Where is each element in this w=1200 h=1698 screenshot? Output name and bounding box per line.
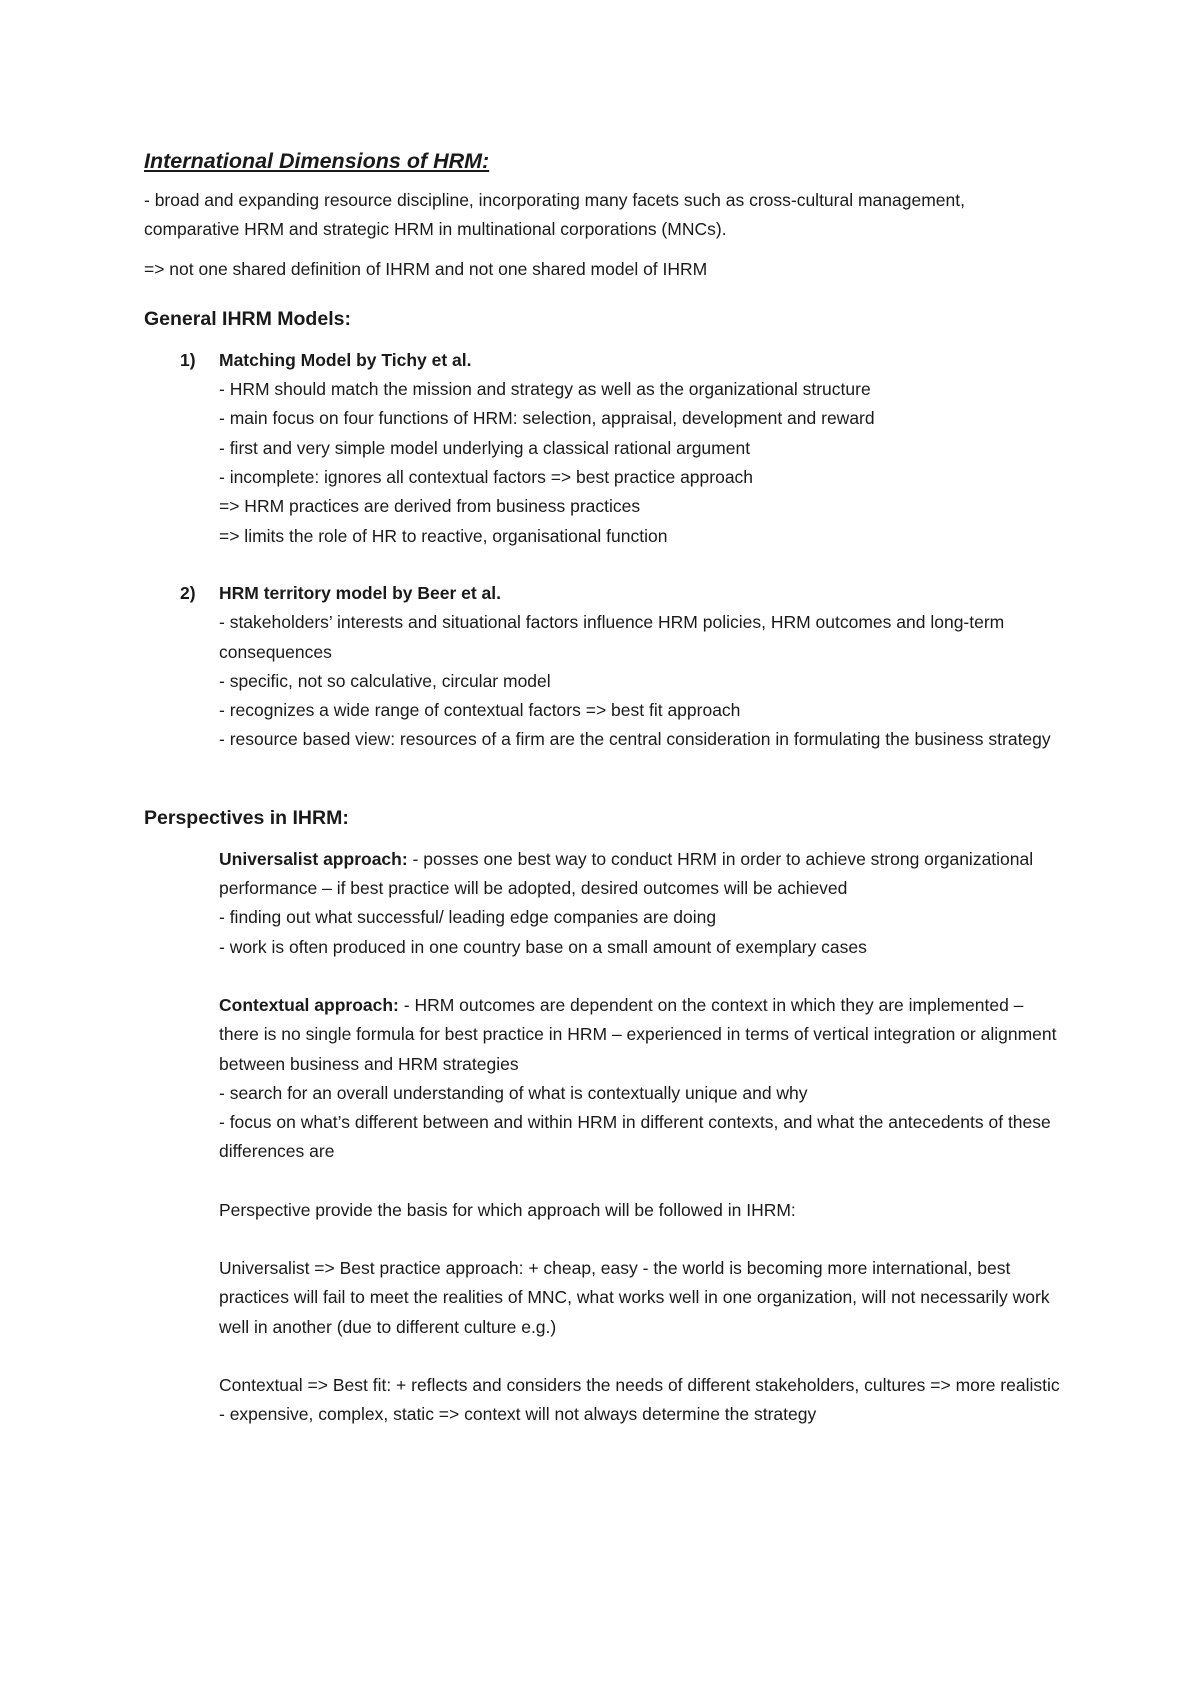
contextual-line: - search for an overall understanding of what is contextually unique and why: [219, 1082, 808, 1103]
model-line: => limits the role of HR to reactive, organisational function: [219, 525, 668, 546]
model-line: => HRM practices are derived from business practices: [219, 496, 641, 517]
models-heading: General IHRM Models:: [144, 307, 351, 330]
model-item: [144, 579, 1064, 755]
contextual-line: - focus on what’s different between and within HRM in different contexts, and what the antecedents of these differences are: [219, 1112, 1051, 1162]
model-line: - recognizes a wide range of contextual factors => best fit approach: [219, 700, 741, 721]
model-line: - resource based view: resources of a firm are the central consideration in formulating the business strategy: [219, 729, 1051, 750]
model-item: [144, 346, 1064, 551]
perspective-basis: Perspective provide the basis for which approach will be followed in IHRM:: [219, 1199, 796, 1220]
universalist-line: - work is often produced in one country base on a small amount of exemplary cases: [219, 936, 867, 957]
contextual-text: - HRM outcomes are dependent on the context in which they are implemented – there is no single formula for best practice in HRM – experienced in terms of vertical integration or alignment between business and HRM strategies: [219, 994, 1057, 1074]
contextual-best-fit-line: - expensive, complex, static => context will not always determine the strategy: [219, 1404, 817, 1425]
perspectives-body: [144, 845, 1064, 1430]
contextual-best-fit-text: Contextual => Best fit: + reflects and considers the needs of different stakeholders, cultures => more realistic: [219, 1374, 1060, 1395]
model-line: - specific, not so calculative, circular model: [219, 670, 551, 691]
document-content: [144, 146, 1064, 1430]
document-title: International Dimensions of HRM:: [144, 149, 490, 173]
model-number: 2): [180, 582, 196, 603]
model-line: - stakeholders’ interests and situational factors influence HRM policies, HRM outcomes and long-term consequences: [219, 612, 1005, 662]
perspectives-heading: Perspectives in IHRM:: [144, 806, 349, 829]
contextual-approach: [219, 991, 1064, 1167]
universalist-label: Universalist approach:: [219, 848, 408, 869]
universalist-line: - finding out what successful/ leading edge companies are doing: [219, 907, 717, 928]
contextual-label: Contextual approach:: [219, 994, 399, 1015]
model-line: - HRM should match the mission and strategy as well as the organizational structure: [219, 379, 871, 400]
intro-conclusion: => not one shared definition of IHRM and not one shared model of IHRM: [144, 258, 708, 279]
model-line: - main focus on four functions of HRM: selection, appraisal, development and reward: [219, 408, 875, 429]
model-title: HRM territory model by Beer et al.: [219, 582, 502, 603]
model-line: - incomplete: ignores all contextual factors => best practice approach: [219, 467, 754, 488]
model-number: 1): [180, 349, 196, 370]
model-line: - first and very simple model underlying a classical rational argument: [219, 437, 751, 458]
model-title: Matching Model by Tichy et al.: [219, 349, 472, 370]
contextual-best-fit: [219, 1371, 1064, 1430]
intro-text: - broad and expanding resource discipline, incorporating many facets such as cross-cultural management, comparative HRM and strategic HRM in multinational corporations (MNCs).: [144, 190, 965, 240]
universalist-approach: [219, 845, 1064, 962]
universalist-best-practice: Universalist => Best practice approach: + cheap, easy - the world is becoming more international, best practices will fail to meet the realities of MNC, what works well in one organization, will not necessarily work well in another (due to different culture e.g.): [219, 1258, 1050, 1337]
universalist-text: - posses one best way to conduct HRM in order to achieve strong organizational performance – if best practice will be adopted, desired outcomes will be achieved: [219, 848, 1034, 899]
